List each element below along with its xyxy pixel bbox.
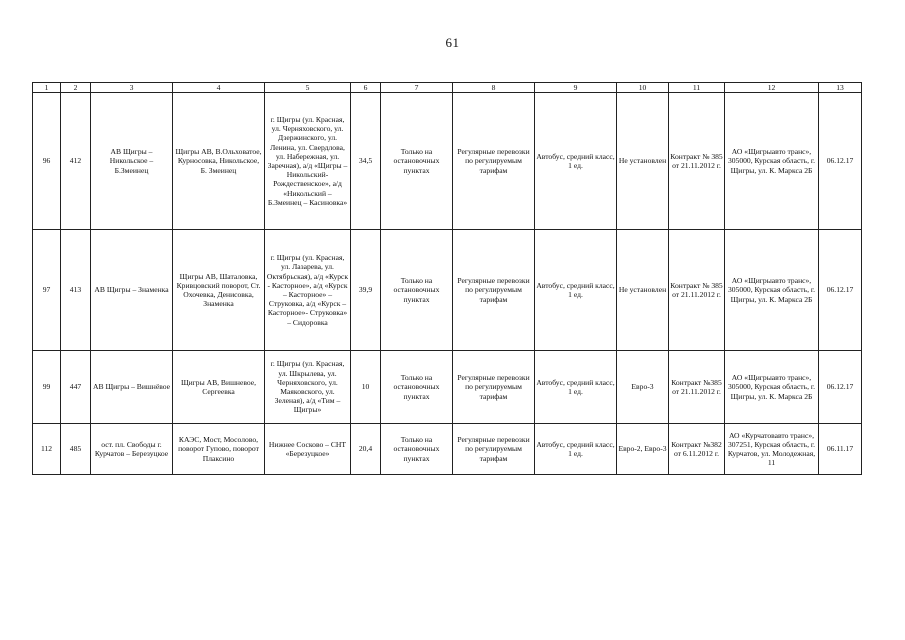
- route-number-cell: 447: [61, 351, 91, 424]
- table-row: [33, 93, 862, 230]
- transport-type-cell: Регулярные перевозки по регулируемым тарифам: [453, 230, 535, 351]
- column-header: 8: [453, 83, 535, 93]
- route-name-cell: АВ Щигры – Вишнёвое: [91, 351, 173, 424]
- eco-class-cell: Не установлен: [617, 93, 669, 230]
- column-header: 11: [669, 83, 725, 93]
- date-cell: 06.12.17: [819, 351, 862, 424]
- vehicle-cell: Автобус, средний класс, 1 ед.: [535, 424, 617, 475]
- column-header: 5: [265, 83, 351, 93]
- route-name-cell: АВ Щигры – Никольское – Б.Змеинец: [91, 93, 173, 230]
- column-header: 7: [381, 83, 453, 93]
- transport-type-cell: Регулярные перевозки по регулируемым тарифам: [453, 351, 535, 424]
- stop-order-cell: Только на остановочных пунктах: [381, 424, 453, 475]
- route-number-cell: 412: [61, 93, 91, 230]
- length-cell: 39,9: [351, 230, 381, 351]
- table-row: [33, 351, 862, 424]
- contract-cell: Контракт №382 от 6.11.2012 г.: [669, 424, 725, 475]
- row-number-cell: 112: [33, 424, 61, 475]
- column-header: 6: [351, 83, 381, 93]
- transport-type-cell: Регулярные перевозки по регулируемым тарифам: [453, 93, 535, 230]
- length-cell: 10: [351, 351, 381, 424]
- page-number: 61: [445, 35, 460, 50]
- contract-cell: Контракт № 385 от 21.11.2012 г.: [669, 230, 725, 351]
- contract-cell: Контракт №385 от 21.11.2012 г.: [669, 351, 725, 424]
- column-header: 10: [617, 83, 669, 93]
- date-cell: 06.12.17: [819, 93, 862, 230]
- column-header: 13: [819, 83, 862, 93]
- column-header: 12: [725, 83, 819, 93]
- stops-cell: Щигры АВ, Вишневое, Сергеевка: [173, 351, 265, 424]
- streets-cell: г. Щигры (ул. Красная, ул. Лазарева, ул. Октябрьская), а/д «Курск - Касторное», а/д «Курск – Касторное» – Струковка, а/д «Курск – Касторное»- Струковка» – Сидоровка: [265, 230, 351, 351]
- stops-cell: Щигры АВ, Шаталовка, Кривцовский поворот, Ст. Охочевка, Денисовка, Знаменка: [173, 230, 265, 351]
- streets-cell: г. Щигры (ул. Красная, ул. Шкрылева, ул. Черняховского, ул. Маяковского, ул. Зеленая), а/д «Тим – Щигры»: [265, 351, 351, 424]
- column-header: 9: [535, 83, 617, 93]
- eco-class-cell: Евро-3: [617, 351, 669, 424]
- date-cell: 06.12.17: [819, 230, 862, 351]
- length-cell: 34,5: [351, 93, 381, 230]
- row-number-cell: 97: [33, 230, 61, 351]
- stop-order-cell: Только на остановочных пунктах: [381, 351, 453, 424]
- table-row: [33, 230, 862, 351]
- stop-order-cell: Только на остановочных пунктах: [381, 230, 453, 351]
- carrier-cell: АО «Щигрыавто транс», 305000, Курская область, г. Щигры, ул. К. Маркса 2Б: [725, 93, 819, 230]
- vehicle-cell: Автобус, средний класс, 1 ед.: [535, 93, 617, 230]
- carrier-cell: АО «Курчатовавто транс», 307251, Курская область, г. Курчатов, ул. Молодежная, 11: [725, 424, 819, 475]
- vehicle-cell: Автобус, средний класс, 1 ед.: [535, 230, 617, 351]
- stop-order-cell: Только на остановочных пунктах: [381, 93, 453, 230]
- length-cell: 20,4: [351, 424, 381, 475]
- route-number-cell: 485: [61, 424, 91, 475]
- row-number-cell: 96: [33, 93, 61, 230]
- stops-cell: Щигры АВ, В.Ольховатое, Курносовка, Никольское, Б. Змеинец: [173, 93, 265, 230]
- route-number-cell: 413: [61, 230, 91, 351]
- contract-cell: Контракт № 385 от 21.11.2012 г.: [669, 93, 725, 230]
- transport-type-cell: Регулярные перевозки по регулируемым тарифам: [453, 424, 535, 475]
- column-header: 2: [61, 83, 91, 93]
- column-header: 1: [33, 83, 61, 93]
- date-cell: 06.11.17: [819, 424, 862, 475]
- streets-cell: г. Щигры (ул. Красная, ул. Черняховского, ул. Дзержинского, ул. Ленина, ул. Свердлова, ул. Набережная, ул. Заречная), а/д «Щигры – Никольский-Рождественское», а/д «Никольский – Б.Змеинец – Касиновка»: [265, 93, 351, 230]
- eco-class-cell: Евро-2, Евро-3: [617, 424, 669, 475]
- row-number-cell: 99: [33, 351, 61, 424]
- carrier-cell: АО «Щигрыавто транс», 305000, Курская область, г. Щигры, ул. К. Маркса 2Б: [725, 351, 819, 424]
- column-header: 3: [91, 83, 173, 93]
- eco-class-cell: Не установлен: [617, 230, 669, 351]
- stops-cell: КАЭС, Мост, Мосолово, поворот Гупово, поворот Плаксино: [173, 424, 265, 475]
- carrier-cell: АО «Щигрыавто транс», 305000, Курская область, г. Щигры, ул. К. Маркса 2Б: [725, 230, 819, 351]
- routes-table: [32, 82, 862, 475]
- table-header-row: [33, 83, 862, 93]
- column-header: 4: [173, 83, 265, 93]
- table-row: [33, 424, 862, 475]
- vehicle-cell: Автобус, средний класс, 1 ед.: [535, 351, 617, 424]
- streets-cell: Нижнее Сосково – СНТ «Березуцкое»: [265, 424, 351, 475]
- route-name-cell: ост. пл. Свободы г. Курчатов – Березуцкое: [91, 424, 173, 475]
- route-name-cell: АВ Щигры – Знаменка: [91, 230, 173, 351]
